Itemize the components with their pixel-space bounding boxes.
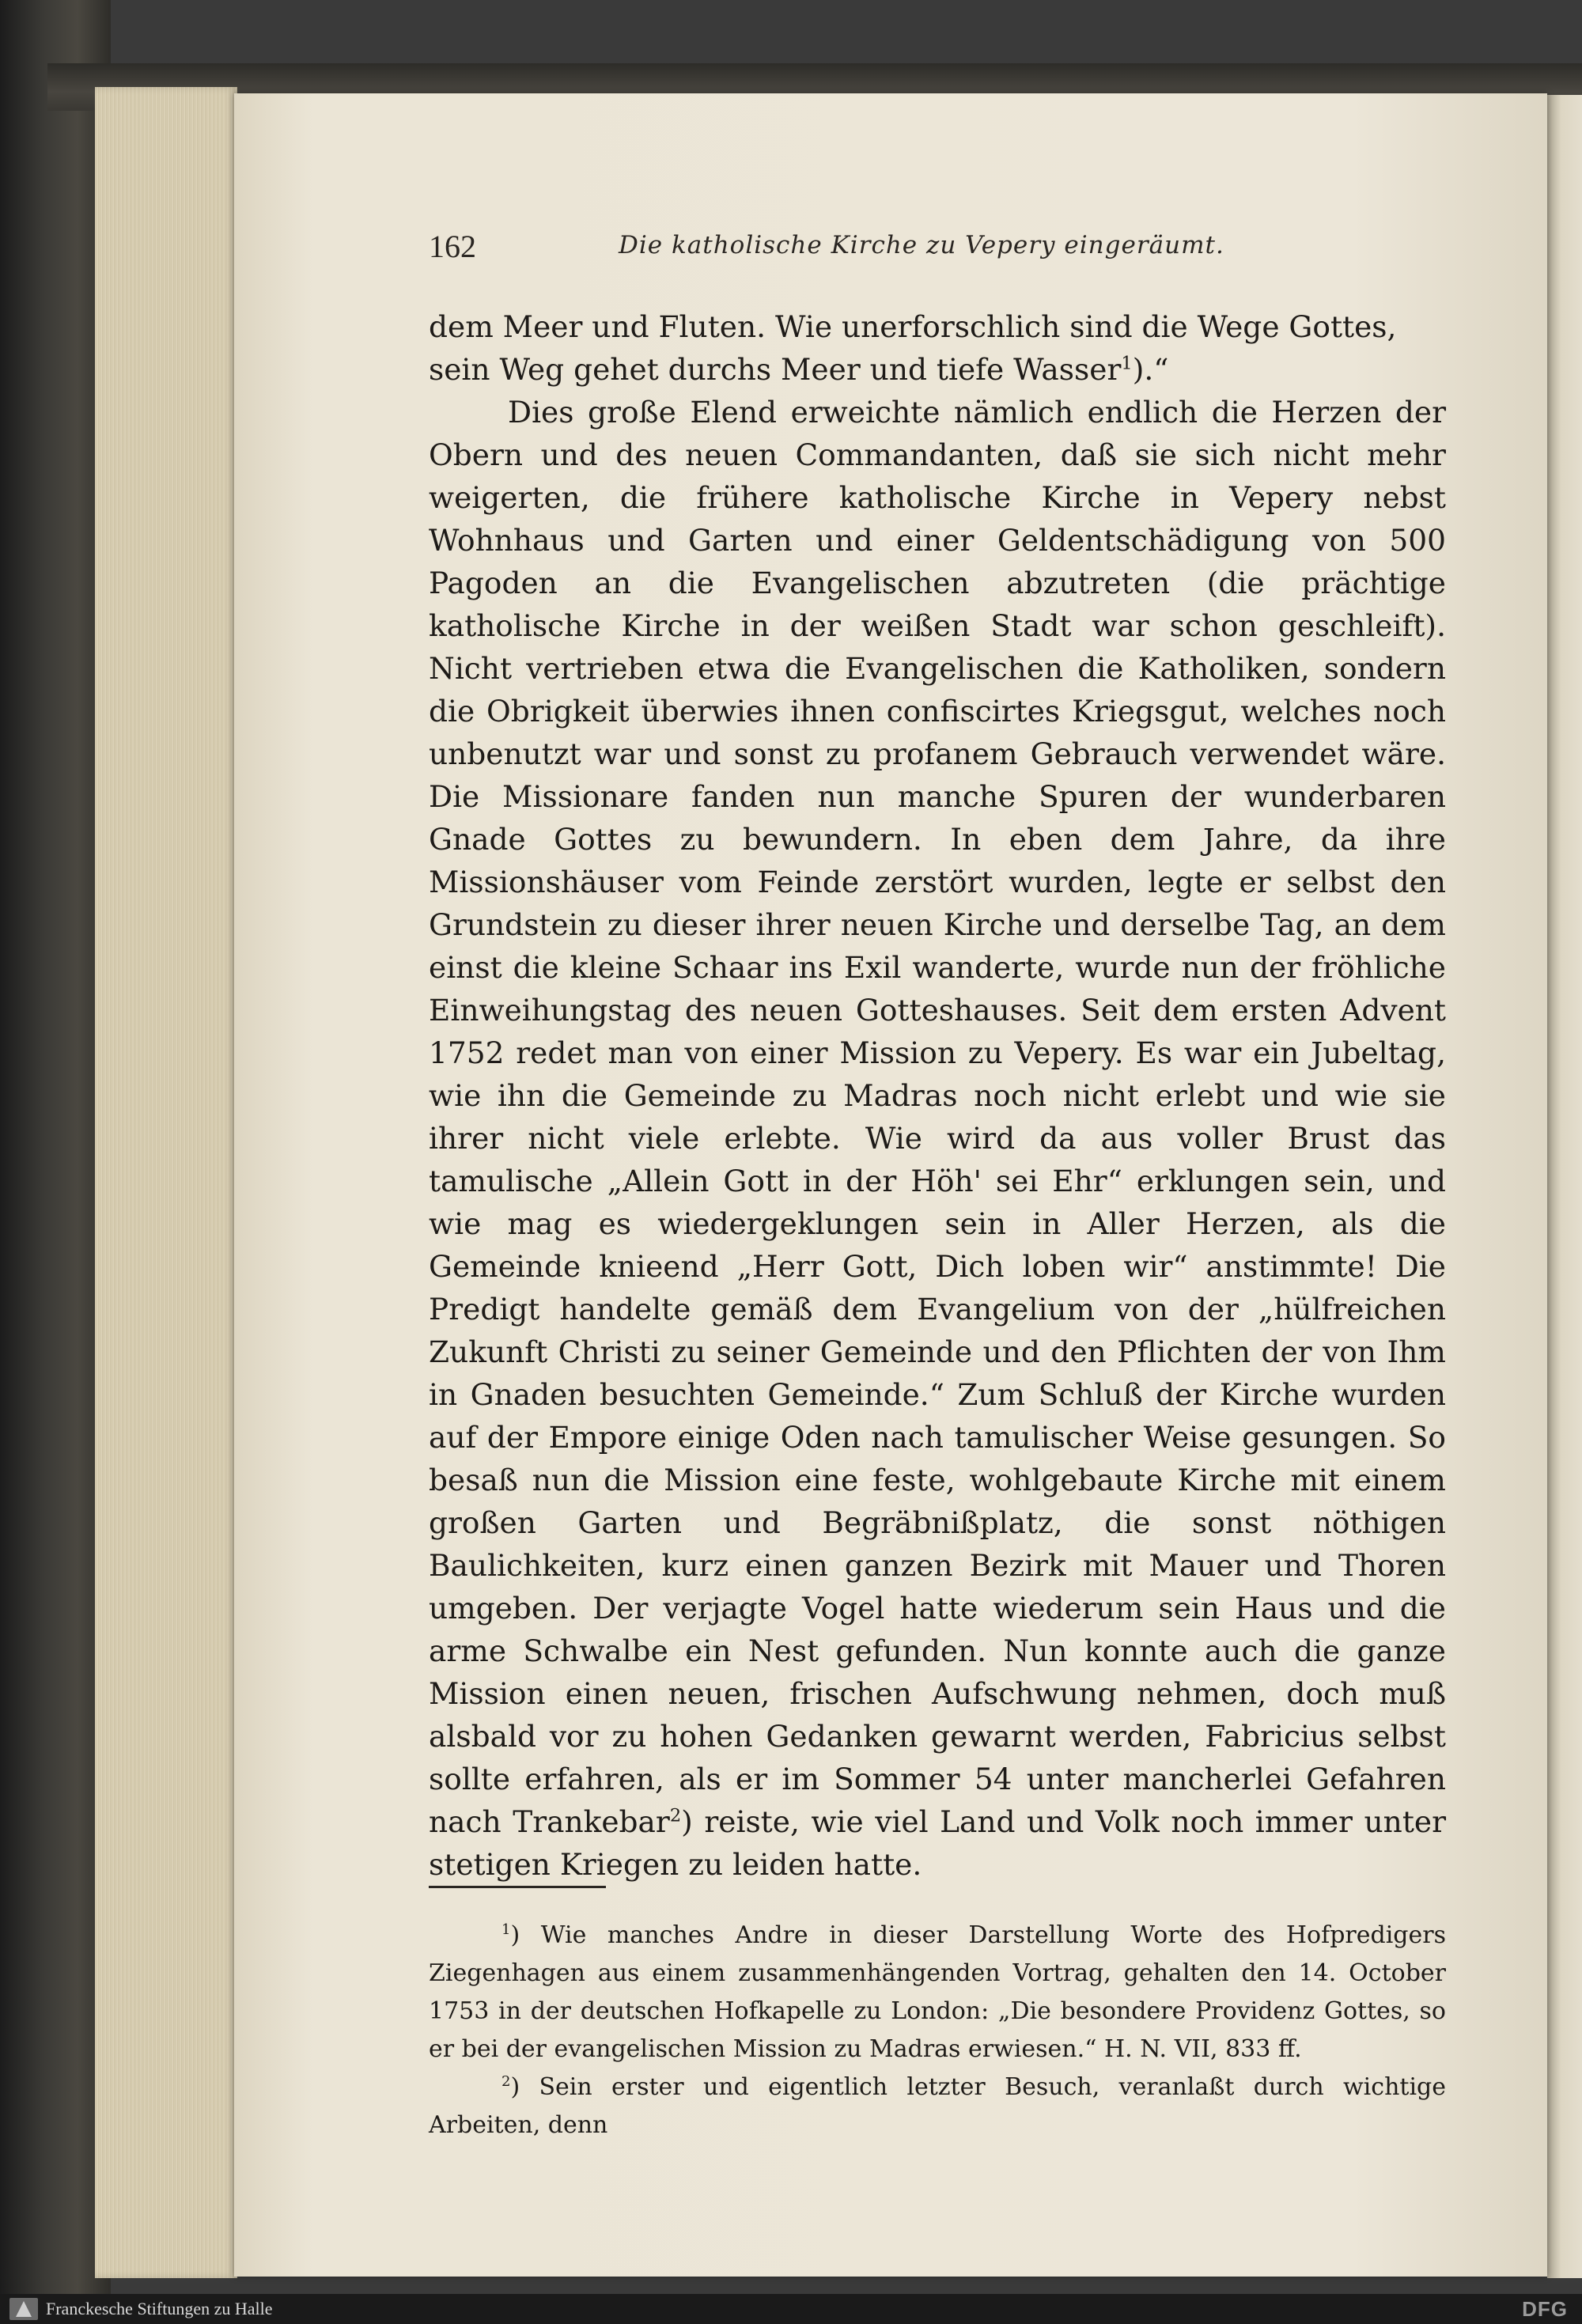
footnote-rule <box>429 1886 606 1888</box>
body-text <box>429 305 1446 1886</box>
footnote-marker: 1 <box>501 1921 511 1938</box>
footnote-marker: 2 <box>501 2073 511 2090</box>
footnotes <box>429 1917 1446 2144</box>
footnote-ref-1: 1 <box>1121 353 1133 374</box>
running-title: Die katholische Kirche zu Vepery eingeräumt. <box>619 231 1224 259</box>
dfg-logo: DFG <box>1522 2297 1568 2321</box>
text-run: dem Meer und Fluten. Wie unerforschlich sind die Wege Gottes, <box>429 309 1397 344</box>
facing-page-edge <box>1547 95 1582 2278</box>
running-head <box>429 228 1457 275</box>
library-name: Franckesche Stiftungen zu Halle <box>46 2299 273 2318</box>
book-page <box>234 93 1547 2277</box>
paragraph-2 <box>429 391 1446 1886</box>
footnote-text: ) Wie manches Andre in dieser Darstellung Worte des Hofpredigers Ziegenhagen aus einem zusammenhängenden Vortrag, gehalten den 14. October 1753 in der deutschen Hofkapelle zu London: „Die besondere Providenz Gottes, so er bei der evangelischen Mission zu Madras erwiesen.“ H. N. VII, 833 ff. <box>429 1921 1446 2063</box>
paragraph-1-line-1 <box>429 305 1446 348</box>
text-run: Fabricius selbst sollte erfahren, als er im Sommer 54 unter mancherlei Gefahren nach Trankebar <box>429 1719 1446 1839</box>
footnote-2 <box>429 2069 1446 2144</box>
footnote-1 <box>429 1917 1446 2069</box>
page-number: 162 <box>429 229 476 264</box>
footnote-ref-2: 2 <box>669 1805 682 1826</box>
footnote-text: ) Sein erster und eigentlich letzter Besuch, veranlaßt durch wichtige Arbeiten, denn <box>429 2073 1446 2139</box>
book-binding <box>0 0 111 2294</box>
text-run: Dies große Elend erweichte nämlich endlich die Herzen der Obern und des neuen Commandanten, daß sie sich nicht mehr weigerten, die frühere katholische Kirche in Vepery nebst Wohnhaus und Garten und einer Geldentschädigung von 500 Pagoden an die Evangelischen abzutreten (die prächtige katholische Kirche in der weißen Stadt war schon geschleift). Nicht vertrieben etwa die Evangelischen die Katholiken, sondern die Obrigkeit überwies ihnen confiscirtes Kriegsgut, welches noch unbenutzt war und sonst zu profanem Gebrauch verwendet wäre. Die Missionare fanden nun manche Spuren der wunderbaren Gnade Gottes zu bewundern. In eben dem Jahre, da ihre Missionshäuser vom Feinde zerstört wurden, legte er selbst den Grundstein zu dieser ihrer neuen Kirche und derselbe Tag, an dem einst die kleine Schaar ins Exil wanderte, wurde nun der fröhliche Einweihungstag des neuen Gotteshauses. Seit dem ersten Advent 1752 redet man von einer Mission zu Vepery. Es war ein Jubeltag, wie ihn die Gemeinde zu Madras noch nicht erlebt und wie sie ihrer nicht viele erlebte. Wie wird da aus voller Brust das tamulische „Allein Gott in der Höh' sei Ehr“ erklungen sein, und wie mag es wiedergeklungen sein in Aller Herzen, als die Gemeinde knieend „Herr Gott, Dich loben wir“ anstimmte! Die Predigt handelte gemäß dem Evangelium von der „hülfreichen Zukunft Christi zu seiner Gemeinde und den Pflichten der von Ihm in Gnaden besuchten Gemeinde.“ Zum Schluß der Kirche wurden auf der Empore einige Oden nach tamulischer Weise gesungen. So besaß nun die Mission eine feste, wohlgebaute Kirche mit einem großen Garten und Begräbnißplatz, die sonst nöthigen Baulichkeiten, kurz einen ganzen Bezirk mit Mauer und Thoren umgeben. Der verjagte Vogel hatte wiederum sein Haus und die arme Schwalbe ein Nest gefunden. Nun konnte auch die ganze Mission einen neuen, frischen Aufschwung nehmen, doch muß alsbald vor zu hohen Gedanken gewarnt werden, <box>429 395 1446 1754</box>
paragraph-1-line-2 <box>429 348 1446 391</box>
text-run: ) reiste, wie viel Land und Volk noch immer unter stetigen Kriegen zu leiden hatte. <box>429 1804 1447 1882</box>
text-run: ).“ <box>1132 352 1169 387</box>
text-run: sein Weg gehet durchs Meer und tiefe Wasser <box>429 352 1122 387</box>
library-logo-icon <box>9 2298 38 2320</box>
page-stack-edges <box>95 87 237 2278</box>
